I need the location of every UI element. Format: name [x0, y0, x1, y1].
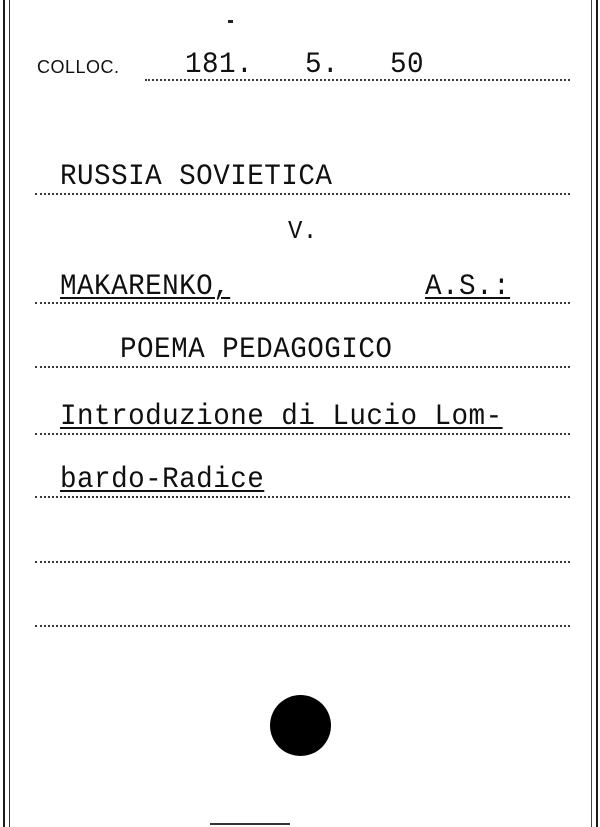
subject-heading: RUSSIA SOVIETICA	[60, 160, 333, 194]
versus-mark: V.	[288, 216, 318, 246]
colloc-label: COLLOC.	[37, 57, 120, 77]
introduction-line-1: Introduzione di Lucio Lom-	[60, 400, 503, 434]
card-edge-left	[3, 0, 5, 827]
dotted-line-7	[35, 625, 570, 627]
introduction-line-2: bardo-Radice	[60, 463, 265, 497]
author-initials: A.S.:	[425, 270, 511, 304]
punch-hole	[270, 695, 331, 756]
card-edge-right-inner	[591, 0, 592, 827]
author-surname: MAKARENKO,	[60, 270, 231, 304]
colloc-value-1: 181.	[185, 48, 254, 82]
book-title: POEMA PEDAGOGICO	[120, 333, 393, 367]
dotted-line-6	[35, 561, 570, 563]
card-edge-right	[596, 0, 598, 827]
colloc-value-2: 5.	[305, 48, 340, 82]
top-mark	[228, 20, 233, 23]
colloc-value-3: 50	[390, 48, 425, 82]
card-edge-left-inner	[9, 0, 10, 827]
bottom-mark	[210, 823, 290, 825]
